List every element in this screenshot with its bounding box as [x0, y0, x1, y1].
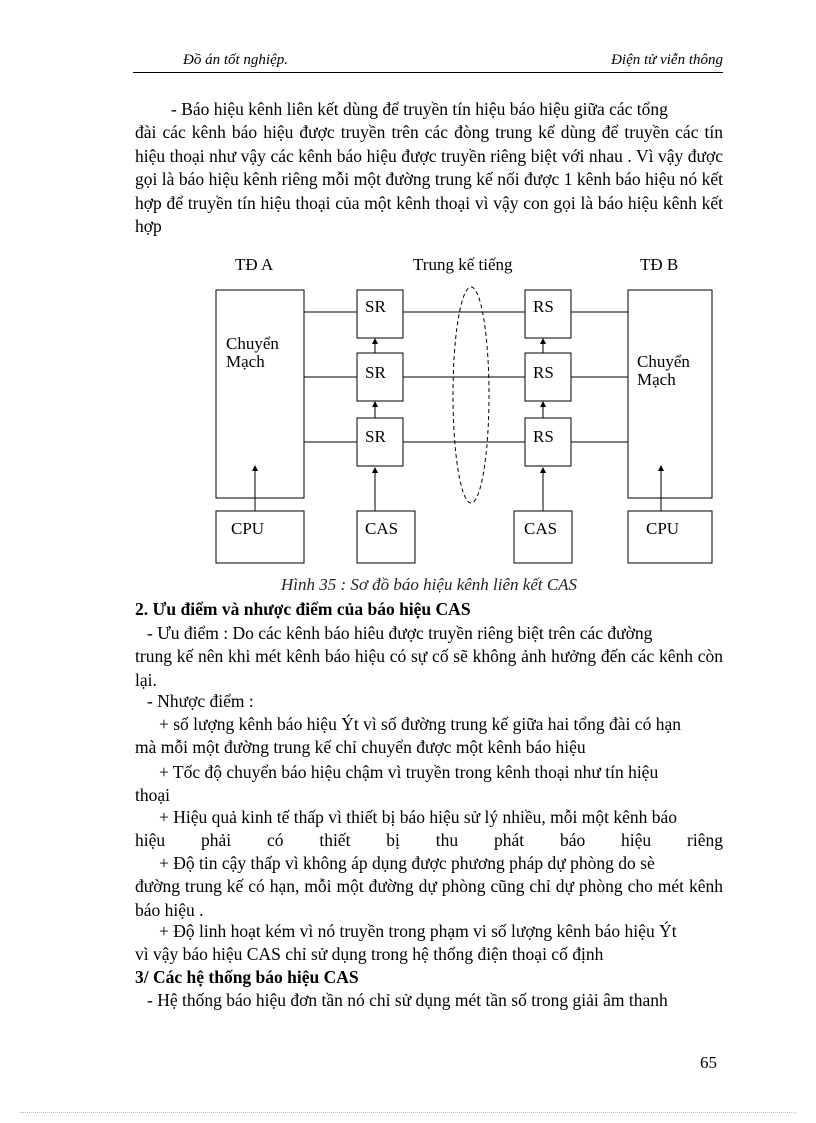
- header-doc-title: Đồ án tốt nghiệp.: [183, 52, 288, 68]
- disadvantage-item-4-rest: đường trung kế có hạn, mỗi một đường dự phòng cũng chỉ dự phòng cho mét kênh báo hiệu .: [135, 876, 723, 920]
- bottom-rule: [20, 1112, 796, 1113]
- trunk-group-ellipse: [453, 287, 489, 503]
- cas-right-label: CAS: [524, 519, 558, 538]
- disadvantage-item-2-rest: thoại: [135, 785, 170, 805]
- switch-right-box: [628, 290, 712, 498]
- intro-first-line: - Báo hiệu kênh liên kết dùng để truyền tín hiệu báo hiệu giữa các tổng: [171, 99, 668, 119]
- cpu-left-label: CPU: [231, 519, 265, 538]
- switch-left-line1: Chuyển: [226, 334, 279, 353]
- trunk-lines: [304, 312, 628, 442]
- disadvantage-item-3-rest: hiệu phải có thiết bị thu phát báo hiệu riêng: [135, 830, 723, 850]
- disadvantage-item-1-rest: mà mỗi một đường trung kế chỉ chuyển được một kênh báo hiệu: [135, 737, 586, 757]
- section3-first-line: - Hệ thống báo hiệu đơn tần nó chỉ sử dụng mét tần số trong giải âm thanh: [147, 990, 668, 1010]
- advantage-rest: trung kế nên khi mét kênh báo hiệu có sự cố sẽ không ảnh hưởng đến các kênh còn lại.: [135, 646, 723, 690]
- disadvantage-title: - Nhược điểm :: [147, 691, 254, 711]
- sr-label-1: SR: [365, 297, 386, 316]
- signal-arrows: [255, 341, 661, 511]
- disadvantage-item-4-first: + Độ tin cậy thấp vì không áp dụng được phương pháp dự phòng do sè: [159, 853, 655, 873]
- page-number: 65: [700, 1053, 717, 1072]
- disadvantage-item-3-first: + Hiệu quả kinh tế thấp vì thiết bị báo hiệu sử lý nhiều, mỗi một kênh báo: [159, 807, 678, 827]
- disadvantage-item-1-first: + số lượng kênh báo hiệu Ýt vì số đường trung kế giữa hai tổng đài có hạn: [159, 714, 681, 734]
- switch-left-line2: Mạch: [226, 352, 265, 371]
- sr-label-3: SR: [365, 427, 386, 446]
- rs-label-2: RS: [533, 363, 554, 382]
- disadvantage-item-5-rest: vì vậy báo hiệu CAS chỉ sử dụng trong hệ thống điện thoại cố định: [135, 944, 604, 964]
- switch-right-line1: Chuyển: [637, 352, 690, 371]
- label-trunk: Trung kế tiếng: [413, 255, 513, 274]
- rs-label-3: RS: [533, 427, 554, 446]
- advantage-first-line: - Ưu điểm : Do các kênh báo hiêu được truyền riêng biệt trên các đường: [147, 623, 653, 643]
- cpu-right-label: CPU: [646, 519, 680, 538]
- intro-rest: đài các kênh báo hiệu được truyền trên các đòng trung kế dùng để truyền các tín hiệu thoại như vậy các kênh báo hiệu được truyền riêng biệt với nhau . Vì vậy được gọi là báo hiệu kênh riêng mỗi một đường trung kế nối được 1 kênh báo hiệu nó kết hợp để truyền tín hiệu thoại của một kênh thoại vì vậy con gọi là báo hiệu kênh kết hợp: [135, 122, 723, 236]
- switch-right-line2: Mạch: [637, 370, 676, 389]
- sr-label-2: SR: [365, 363, 386, 382]
- cas-left-label: CAS: [365, 519, 399, 538]
- rs-label-1: RS: [533, 297, 554, 316]
- figure-caption: Hình 35 : Sơ đồ báo hiệu kênh liên kết CAS: [280, 575, 578, 594]
- section2-heading: 2. Ưu điểm và nhược điểm của báo hiệu CAS: [135, 599, 471, 619]
- switch-left-box: [216, 290, 304, 498]
- disadvantage-item-2-first: + Tốc độ chuyển báo hiệu chậm vì truyền trong kênh thoại như tín hiệu: [159, 762, 659, 782]
- header-department: Điện tử viễn thông: [611, 52, 723, 68]
- label-td-b: TĐ B: [640, 255, 679, 274]
- disadvantage-item-5-first: + Độ linh hoạt kém vì nó truyền trong phạm vi số lượng kênh báo hiệu Ýt: [159, 921, 677, 941]
- section3-heading: 3/ Các hệ thống báo hiệu CAS: [135, 967, 359, 987]
- label-td-a: TĐ A: [235, 255, 274, 274]
